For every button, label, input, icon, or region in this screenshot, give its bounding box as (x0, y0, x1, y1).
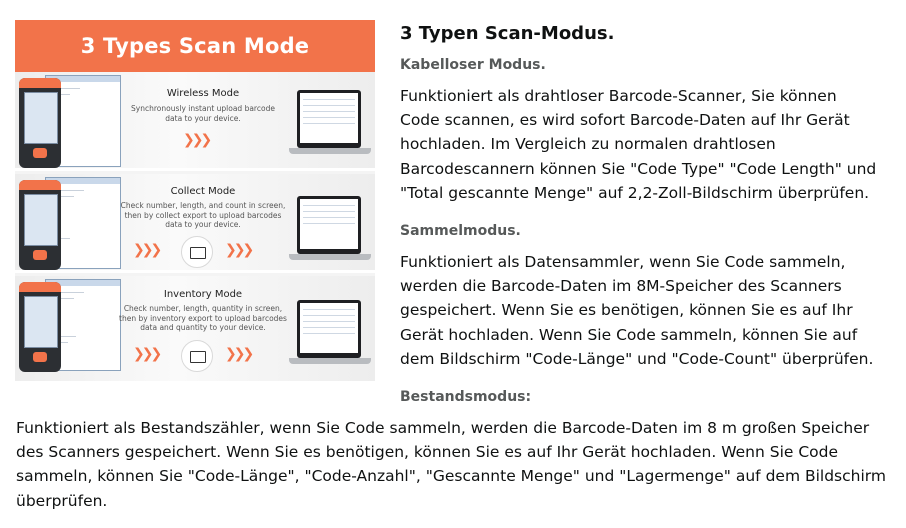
laptop-icon (289, 90, 371, 164)
wireless-mode-paragraph: Funktioniert als drahtloser Barcode-Scanner, Sie können Code scannen, es wird sofort Barcode-Daten auf Ihr Gerät hochladen. Im Vergleich zu normalen drahtlosen Barcodescannern können Sie "Code Type" "Code Length" und "Total gescannte Menge" auf 2,2-Zoll-Bildschirm überprüfen. (400, 87, 877, 202)
arrows-icon: ❯❯❯ (183, 132, 210, 148)
folder-icon (181, 236, 213, 268)
panel-title: Inventory Mode (163, 289, 243, 300)
arrows-icon: ❯❯❯ (225, 346, 252, 362)
folder-icon (181, 340, 213, 372)
panel-description: Check number, length, quantity in screen, then by inventory export to upload barcodes data and quantity to your device. (119, 304, 287, 332)
panel-description: Check number, length, and count in screen, then by collect export to upload barcodes data to your device. (120, 201, 286, 229)
scan-mode-figure (15, 20, 375, 381)
collect-mode-title: Sammelmodus. (400, 223, 521, 239)
arrows-icon: ❯❯❯ (133, 242, 160, 258)
wireless-mode-panel (15, 72, 375, 171)
arrows-icon: ❯❯❯ (133, 346, 160, 362)
section-heading: 3 Typen Scan-Modus. (400, 23, 615, 44)
collect-mode-panel (15, 174, 375, 273)
inventory-mode-paragraph: Funktioniert als Bestandszähler, wenn Sie Code sammeln, werden die Barcode-Daten im 8 m großen Speicher des Scanners gespeichert. Wenn Sie es benötigen, können Sie es auf Ihr Gerät hochladen. Wenn Sie Code sammeln, können Sie "Code-Länge", "Code-Anzahl", "Gescannte Menge" und "Lagermenge" auf dem Bildschirm überprüfen. (16, 419, 886, 510)
panel-title: Collect Mode (170, 186, 236, 197)
laptop-icon (289, 196, 371, 270)
arrows-icon: ❯❯❯ (225, 242, 252, 258)
inventory-mode-title: Bestandsmodus: (400, 389, 532, 405)
figure-banner-text: 3 Types Scan Mode (80, 34, 310, 58)
collect-mode-paragraph: Funktioniert als Datensammler, wenn Sie Code sammeln, werden die Barcode-Daten im 8M-Speicher des Scanners gespeichert. Wenn Sie es benötigen, können Sie es auf Ihr Gerät hochladen. Wenn Sie Code sammeln, können Sie auf dem Bildschirm "Code-Länge" und "Code-Count" überprüfen. (400, 253, 874, 368)
wireless-mode-title: Kabelloser Modus. (400, 57, 546, 73)
scanner-device-icon (19, 180, 61, 270)
panel-title: Wireless Mode (166, 88, 240, 99)
inventory-mode-panel (15, 276, 375, 381)
scanner-device-icon (19, 282, 61, 372)
laptop-icon (289, 300, 371, 374)
panel-description: Synchronously instant upload barcode data to your device. (131, 104, 275, 123)
figure-banner (15, 20, 375, 72)
scanner-device-icon (19, 78, 61, 168)
